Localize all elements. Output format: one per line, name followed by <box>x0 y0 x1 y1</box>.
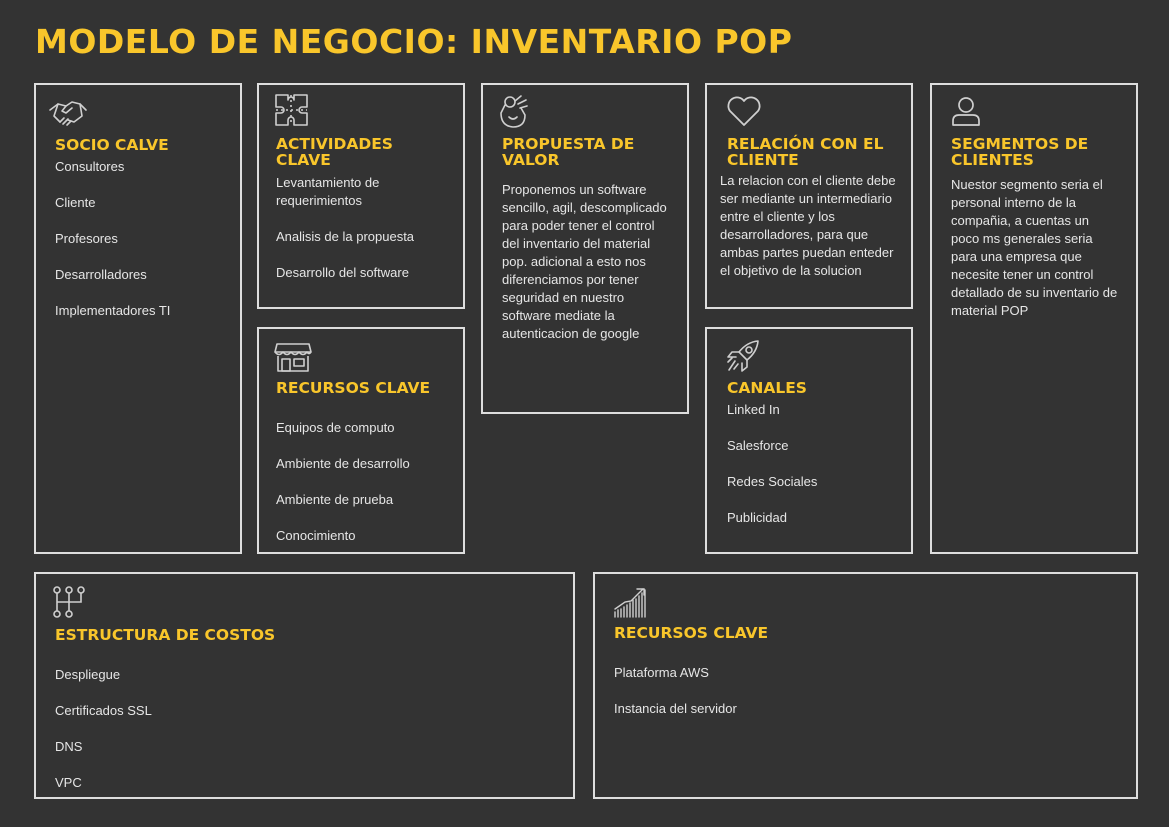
rocket-icon <box>725 338 761 374</box>
costos-heading: ESTRUCTURA DE COSTOS <box>55 626 276 644</box>
list-item: Consultores <box>55 159 125 174</box>
recursos-list <box>276 419 410 563</box>
growth-chart-icon <box>613 585 647 619</box>
canales-box <box>705 327 913 554</box>
socios-heading: SOCIO CALVE <box>55 136 169 154</box>
relacion-heading-line1: RELACIÓN CON EL <box>727 135 884 153</box>
actividades-clave-box <box>257 83 465 309</box>
propuesta-heading <box>502 136 634 168</box>
list-item: Desarrollo del software <box>276 265 409 280</box>
propuesta-valor-box <box>481 83 689 414</box>
list-item: Levantamiento de requerimientos <box>276 175 380 208</box>
list-item: Despliegue <box>55 667 121 682</box>
handshake-icon <box>48 94 88 130</box>
list-item: Salesforce <box>727 438 789 453</box>
puzzle-icon <box>273 92 313 128</box>
actividades-list <box>276 174 456 300</box>
person-icon <box>950 95 982 127</box>
ok-hand-icon <box>495 93 531 129</box>
propuesta-text: Proponemos un software sencillo, agil, descomplicado para poder tener el control del inventario del material pop. adicional a esto nos diferenciamos por tener seguridad en nuestro software mediate la autenticacion de google <box>502 182 667 341</box>
list-item: Equipos de computo <box>276 420 395 435</box>
propuesta-heading-line2: VALOR <box>502 151 560 169</box>
list-item: Cliente <box>55 195 96 210</box>
segmentos-heading-line2: CLIENTES <box>951 151 1034 169</box>
costos-list <box>55 666 152 810</box>
ingresos-heading: RECURSOS CLAVE <box>614 624 769 642</box>
segmentos-heading <box>951 136 1088 168</box>
actividades-heading <box>276 136 393 168</box>
store-icon <box>273 340 313 376</box>
canales-heading: CANALES <box>727 379 807 397</box>
relacion-text: La relacion con el cliente debe ser mediante un intermediario entre el cliente y los desarrolladores, para que ambas partes puedan enteder el objetivo de la solucion <box>720 173 896 278</box>
list-item: Desarrolladores <box>55 267 147 282</box>
list-item: Ambiente de prueba <box>276 492 394 507</box>
list-item: Certificados SSL <box>55 703 152 718</box>
list-item: Plataforma AWS <box>614 665 709 680</box>
list-item: Publicidad <box>727 510 787 525</box>
list-item: DNS <box>55 739 83 754</box>
list-item: Ambiente de desarrollo <box>276 456 410 471</box>
ingresos-box <box>593 572 1138 799</box>
list-item: Instancia del servidor <box>614 701 737 716</box>
socios-list <box>55 158 170 338</box>
relacion-heading <box>727 136 883 168</box>
page-title: MODELO DE NEGOCIO: INVENTARIO POP <box>35 22 793 61</box>
segmentos-clientes-box <box>930 83 1138 554</box>
list-item: Implementadores TI <box>55 303 171 318</box>
list-item: Conocimiento <box>276 528 356 543</box>
heart-icon <box>725 94 763 128</box>
recursos-heading: RECURSOS CLAVE <box>276 379 431 397</box>
list-item: Analisis de la propuesta <box>276 229 415 244</box>
socios-clave-box <box>34 83 242 554</box>
segmentos-heading-line1: SEGMENTOS DE <box>951 135 1089 153</box>
relacion-cliente-box <box>705 83 913 309</box>
list-item: VPC <box>55 775 82 790</box>
list-item: Linked In <box>727 402 780 417</box>
list-item: Redes Sociales <box>727 474 818 489</box>
cost-structure-icon <box>52 585 86 619</box>
list-item: Profesores <box>55 231 118 246</box>
relacion-heading-line2: CLIENTE <box>727 151 799 169</box>
segmentos-text: Nuestor segmento seria el personal interno de la compañia, a cuentas un poco ms generales seria para una empresa que necesite tener un control detallado de su inventario de material POP <box>951 177 1118 318</box>
propuesta-heading-line1: PROPUESTA DE <box>502 135 635 153</box>
actividades-heading-line1: ACTIVIDADES <box>276 135 393 153</box>
estructura-costos-box <box>34 572 575 799</box>
canales-list <box>727 401 817 545</box>
recursos-clave-box <box>257 327 465 554</box>
ingresos-list <box>614 664 737 736</box>
actividades-heading-line2: CLAVE <box>276 151 331 169</box>
